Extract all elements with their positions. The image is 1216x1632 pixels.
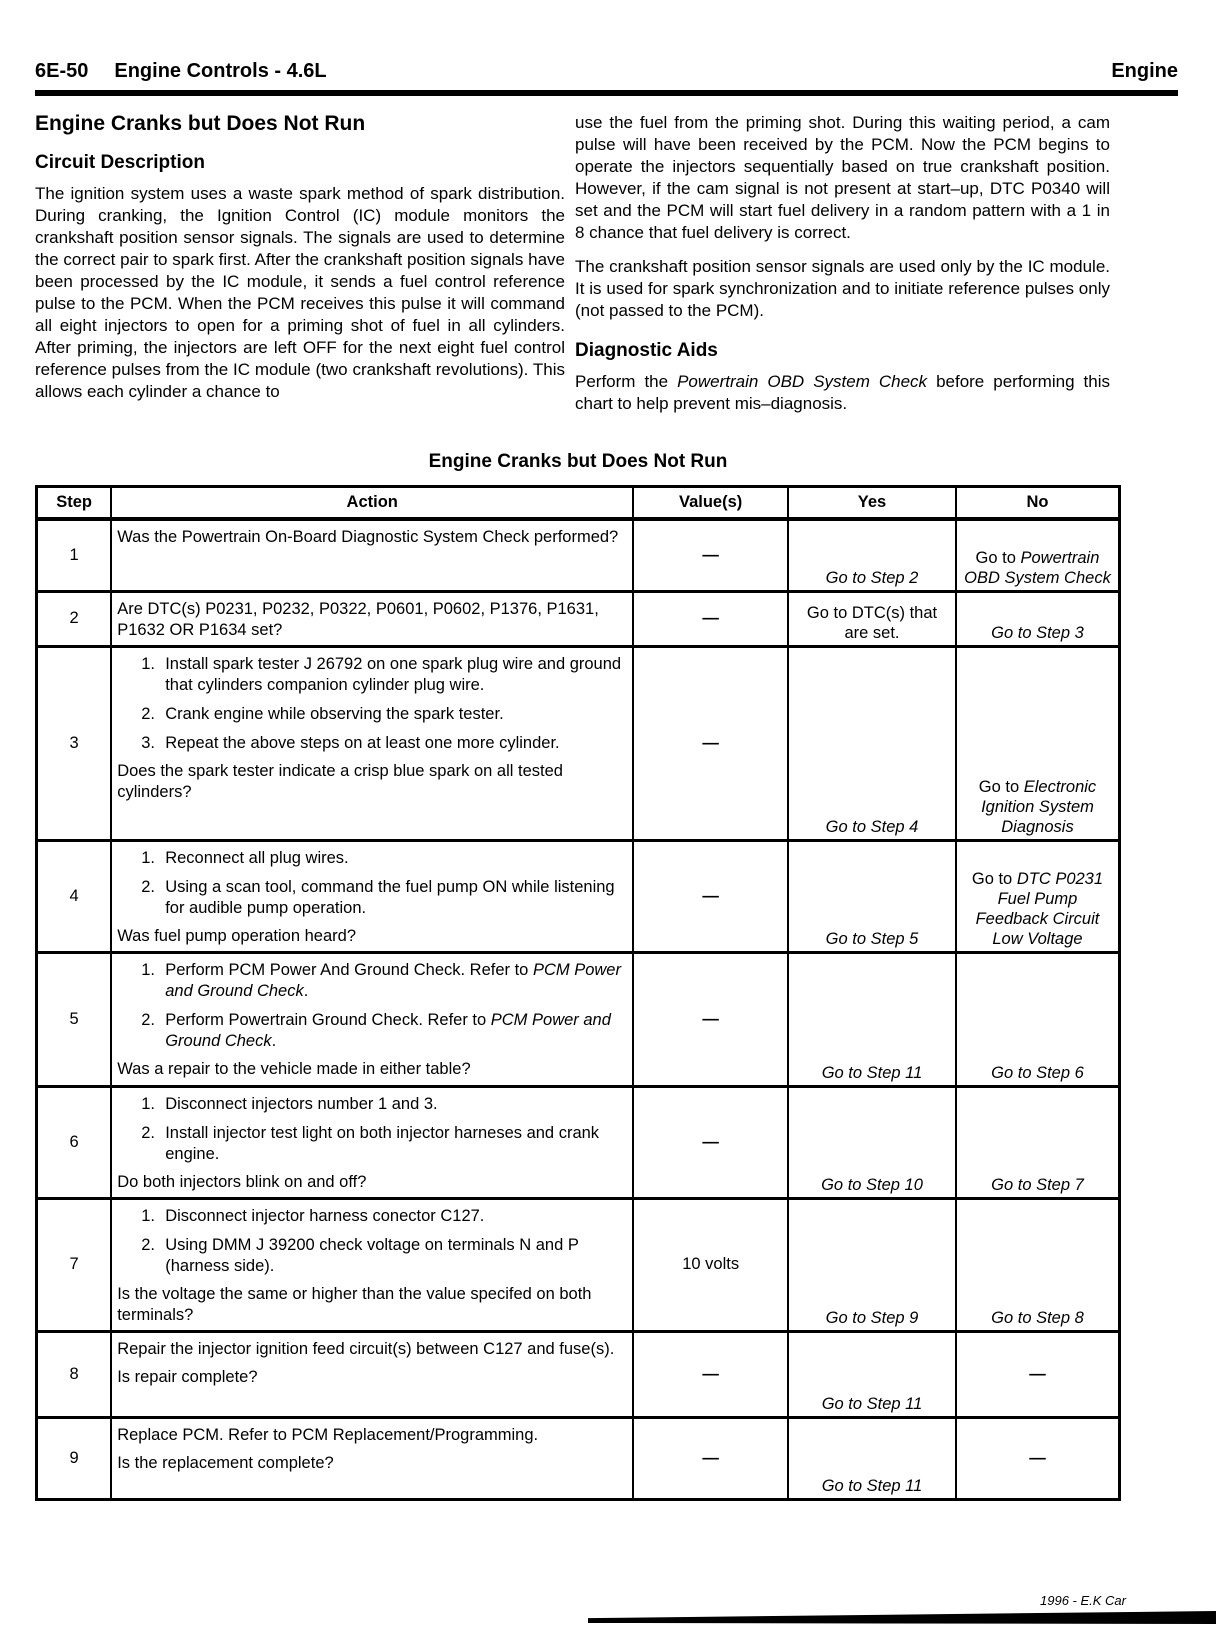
step-cell: 9	[37, 1417, 112, 1499]
yes-cell: Go to Step 11	[788, 1417, 956, 1499]
diagnostic-table	[35, 485, 1121, 1501]
yes-cell: Go to Step 9	[788, 1198, 956, 1331]
step-cell: 5	[37, 952, 112, 1086]
circuit-description-paragraph: The ignition system uses a waste spark method of spark distribution. During cranking, the Ignition Control (IC) module monitors the crankshaft position sensor signals. The signals are used to determine the correct pair to spark first. After the crankshaft position signals have been processed by the IC module, it sends a fuel control reference pulse to the PCM. When the PCM receives this pulse it will command all eight injectors to open for a priming shot of fuel in all cylinders. After priming, the injectors are left OFF for the next eight fuel control reference pulses from the IC module (two crankshaft revolutions). This allows each cylinder a chance to	[35, 184, 565, 401]
no-cell: Go to Step 6	[956, 952, 1120, 1086]
value-cell: —	[633, 1331, 788, 1417]
footer-bar	[588, 1611, 1216, 1624]
action-cell: 1. Perform PCM Power And Ground Check. Refer to PCM Power and Ground Check. 2. Perform Powertrain Ground Check. Refer to PCM Power and Ground Check. Was a repair to the vehicle made in either table?	[111, 952, 633, 1086]
no-cell: Go to Step 7	[956, 1086, 1120, 1198]
table-row	[37, 646, 1120, 840]
column-header: No	[956, 487, 1120, 520]
crankshaft-signals-paragraph: The crankshaft position sensor signals are used only by the IC module. It is used for spark synchronization and to initiate reference pulses only (not passed to the PCM).	[575, 257, 1110, 320]
value-cell: —	[633, 952, 788, 1086]
step-cell: 6	[37, 1086, 112, 1198]
table-title: Engine Cranks but Does Not Run	[428, 451, 728, 472]
value-cell: —	[633, 591, 788, 646]
table-row	[37, 952, 1120, 1086]
action-cell: Was the Powertrain On-Board Diagnostic System Check performed?	[111, 519, 633, 591]
table-row	[37, 1417, 1120, 1499]
no-cell: —	[956, 1417, 1120, 1499]
value-cell: —	[633, 1417, 788, 1499]
action-cell: 1. Disconnect injector harness conector C127. 2. Using DMM J 39200 check voltage on terminals N and P (harness side). Is the voltage the same or higher than the value specifed on both terminals?	[111, 1198, 633, 1331]
column-header: Action	[111, 487, 633, 520]
step-cell: 1	[37, 519, 112, 591]
yes-cell: Go to Step 5	[788, 840, 956, 952]
value-cell: —	[633, 840, 788, 952]
action-cell: 1. Disconnect injectors number 1 and 3. 2. Install injector test light on both injector harneses and crank engine. Do both injectors blink on and off?	[111, 1086, 633, 1198]
page-header	[35, 60, 1178, 83]
section-title: Engine Controls - 4.6L	[114, 60, 327, 82]
step-cell: 7	[37, 1198, 112, 1331]
diagnostic-aids-heading: Diagnostic Aids	[575, 340, 718, 361]
circuit-description-heading: Circuit Description	[35, 152, 205, 173]
table-row	[37, 1198, 1120, 1331]
column-header: Step	[37, 487, 112, 520]
yes-cell: Go to Step 10	[788, 1086, 956, 1198]
step-cell: 8	[37, 1331, 112, 1417]
header-rule	[35, 90, 1178, 96]
no-cell: Go to DTC P0231 Fuel Pump Feedback Circuit Low Voltage	[956, 840, 1120, 952]
yes-cell: Go to Step 2	[788, 519, 956, 591]
column-header: Value(s)	[633, 487, 788, 520]
table-row	[37, 1331, 1120, 1417]
action-cell: Repair the injector ignition feed circuit(s) between C127 and fuse(s). Is repair complete?	[111, 1331, 633, 1417]
table-row	[37, 840, 1120, 952]
article-title: Engine Cranks but Does Not Run	[35, 112, 366, 135]
step-cell: 4	[37, 840, 112, 952]
table-row	[37, 1086, 1120, 1198]
circuit-description-continued: use the fuel from the priming shot. During this waiting period, a cam pulse will have been received by the PCM. Now the PCM begins to operate the injectors sequentially based on true crankshaft position. However, if the cam signal is not present at start–up, DTC P0340 will set and the PCM will start fuel delivery in a random pattern with a 1 in 8 chance that fuel delivery is correct.	[575, 113, 1110, 242]
value-cell: 10 volts	[633, 1198, 788, 1331]
no-cell: Go to Electronic Ignition System Diagnosis	[956, 646, 1120, 840]
action-cell: 1. Reconnect all plug wires. 2. Using a scan tool, command the fuel pump ON while listening for audible pump operation. Was fuel pump operation heard?	[111, 840, 633, 952]
no-cell: Go to Step 8	[956, 1198, 1120, 1331]
table-header-row	[37, 487, 1120, 520]
table-row	[37, 519, 1120, 591]
column-header: Yes	[788, 487, 956, 520]
yes-cell: Go to Step 11	[788, 1331, 956, 1417]
value-cell: —	[633, 646, 788, 840]
step-cell: 2	[37, 591, 112, 646]
article-body	[35, 112, 1110, 427]
yes-cell: Go to DTC(s) that are set.	[788, 591, 956, 646]
footer-note: 1996 - E.K Car	[1040, 1593, 1126, 1608]
no-cell: Go to Powertrain OBD System Check	[956, 519, 1120, 591]
yes-cell: Go to Step 11	[788, 952, 956, 1086]
value-cell: —	[633, 1086, 788, 1198]
action-cell: Replace PCM. Refer to PCM Replacement/Programming. Is the replacement complete?	[111, 1417, 633, 1499]
step-cell: 3	[37, 646, 112, 840]
table-row	[37, 591, 1120, 646]
no-cell: Go to Step 3	[956, 591, 1120, 646]
aids-paragraph: Perform the Powertrain OBD System Check before performing this chart to help prevent mis–diagnosis.	[575, 372, 1110, 413]
yes-cell: Go to Step 4	[788, 646, 956, 840]
section-number: 6E-50	[35, 60, 89, 82]
action-cell: Are DTC(s) P0231, P0232, P0322, P0601, P0602, P1376, P1631, P1632 OR P1634 set?	[111, 591, 633, 646]
action-cell: 1. Install spark tester J 26792 on one spark plug wire and ground that cylinders companion cylinder plug wire. 2. Crank engine while observing the spark tester. 3. Repeat the above steps on at least one more cylinder. Does the spark tester indicate a crisp blue spark on all tested cylinders?	[111, 646, 633, 840]
no-cell: —	[956, 1331, 1120, 1417]
value-cell: —	[633, 519, 788, 591]
header-right-label: Engine	[1111, 60, 1178, 82]
